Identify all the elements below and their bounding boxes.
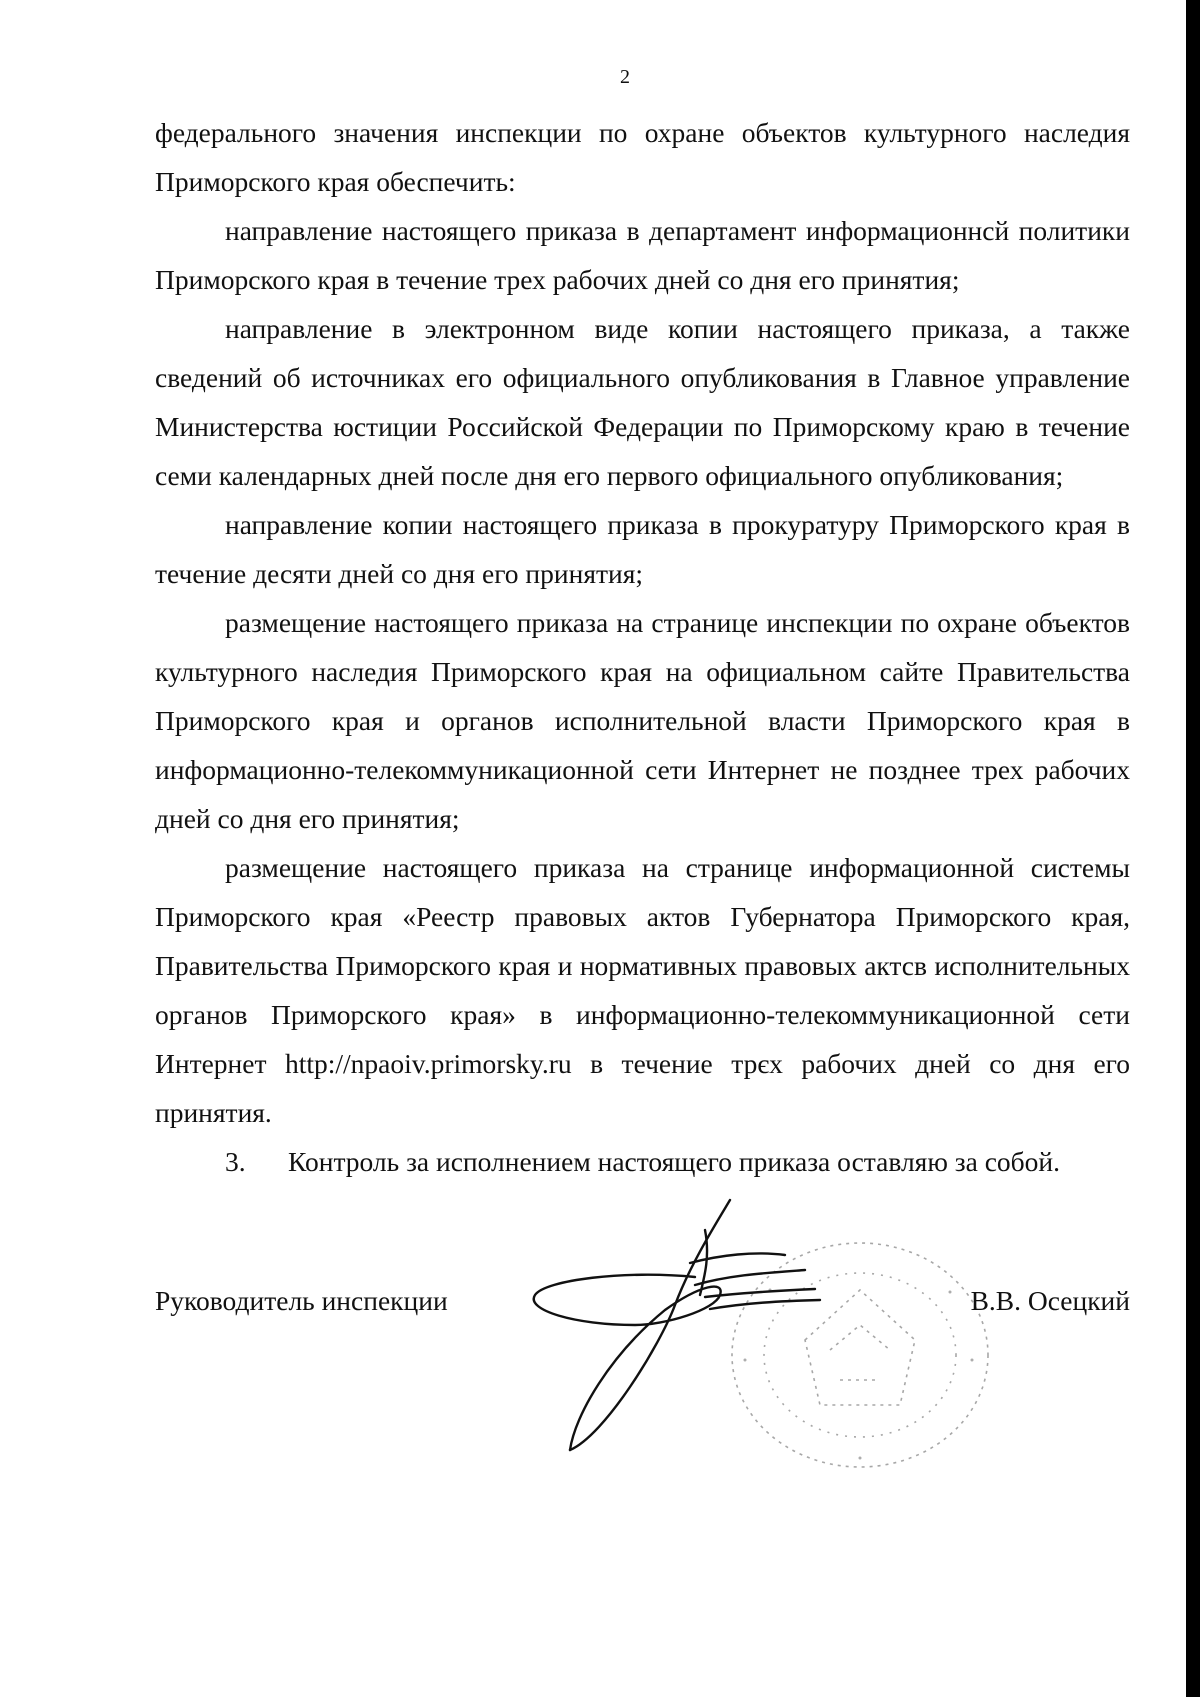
page-number: 2 (620, 66, 630, 88)
position-title: Руководитель инспекции (155, 1285, 448, 1316)
paragraph-item: размещение настоящего приказа на странице инспекции по охране объектов культурного наследия Приморского края на официальном сайте Правительства Приморского края и органов исполнительной власти Приморского края в информационно-телекоммуникационной сети Интернет не позднее трех рабочих дней со дня его принятия; (155, 607, 1130, 834)
paragraph-item: направление копии настоящего приказа в прокуратуру Приморского края в течение десяти дней со дня его принятия; (155, 509, 1130, 589)
document-body (155, 108, 1130, 1186)
numbered-paragraph-3 (155, 1137, 1130, 1186)
handwritten-signature (515, 1185, 875, 1475)
paragraph-item: направление в электронном виде копии настоящего приказа, а также сведений об источниках его официального опубликования в Главное управление Министерства юстиции Российской Федерации по Приморскому краю в течение семи календарных дней после дня его первого официального опубликования; (155, 313, 1130, 491)
scan-edge-border (1186, 0, 1200, 1697)
signer-name: В.В. Осецкий (970, 1285, 1130, 1316)
item-number: 3. (225, 1146, 246, 1177)
paragraph-item: направление настоящего приказа в департамент информационнсй политики Приморского края в течение трех рабочих дней со дня его принятия; (155, 215, 1130, 295)
item-text: Контроль за исполнением настоящего приказа оставляю за собой. (288, 1146, 1060, 1177)
paragraph-continuation: федерального значения инспекции по охране объектов культурного наследия Приморского края обеспечить: (155, 117, 1130, 197)
paragraph-item: размещение настоящего приказа на странице информационной системы Приморского края «Реестр правовых актов Губернатора Приморского края, Правительства Приморского края и нормативных правовых актсв исполнительных органов Приморского края» в информационно-телекоммуникационной сети Интернет http://npaoiv.primorsky.ru в течение трєх рабочих дней со дня его принятия. (155, 852, 1130, 1128)
signature-block (155, 1185, 1130, 1485)
